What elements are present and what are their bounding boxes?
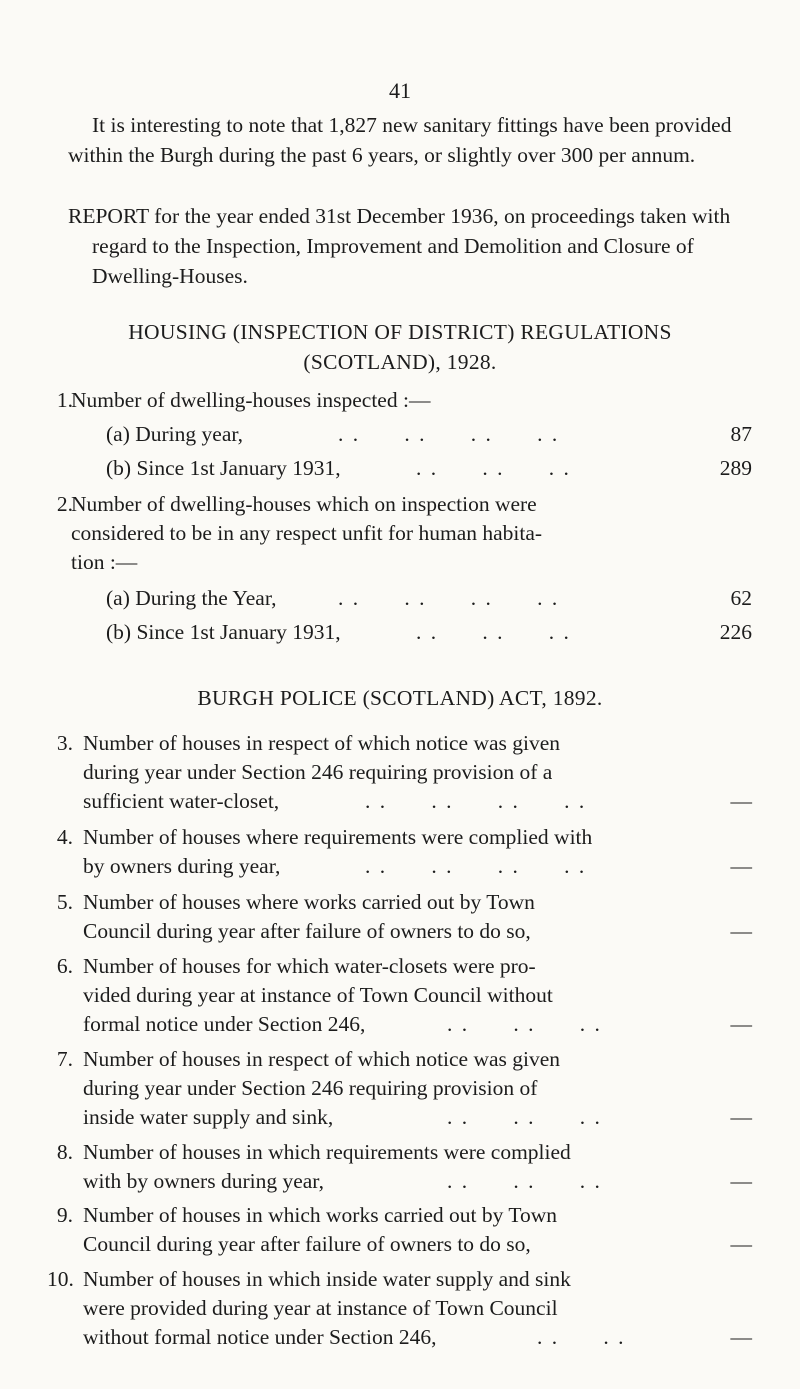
sub-item-label: (a) During year, <box>106 422 244 446</box>
intro-paragraph: It is interesting to note that 1,827 new sanitary fittings have been provided within the Burgh during the past 6 years, or slightly over 300 per annum. <box>68 113 732 167</box>
sub-item-value: 226 <box>719 620 752 644</box>
item-value: — <box>730 1169 752 1193</box>
leader-dots: . . . . . . <box>447 1105 602 1129</box>
report-text: REPORT for the year ended 31st December 1936, on proceedings taken with regard to the Inspection, Improvement and Demolition and Closure of Dwelling-Houses. <box>68 204 731 288</box>
sub-item-1b <box>106 454 752 483</box>
item-line: sufficient water-closet, <box>83 789 280 813</box>
item-number: 9. <box>56 1203 73 1227</box>
item-value: — <box>730 854 752 878</box>
item-number: 10. <box>47 1267 74 1291</box>
sub-item-value: 62 <box>730 586 752 610</box>
item-number: 1. <box>56 388 73 412</box>
item-line: Number of dwelling-houses which on inspection were <box>71 492 537 516</box>
item-line: Council during year after failure of owners to do so, <box>83 1232 531 1256</box>
sub-item-2b <box>106 618 752 647</box>
item-line: Number of houses in which inside water supply and sink <box>83 1267 571 1291</box>
item-number: 6. <box>56 954 73 978</box>
leader-dots: . . . . . . . . <box>365 789 587 813</box>
item-line: tion :— <box>71 550 138 574</box>
sub-item-1a <box>106 420 752 449</box>
sub-item-label: (b) Since 1st January 1931, <box>106 456 341 480</box>
item-line: considered to be in any respect unfit for human habita- <box>71 521 543 545</box>
item-line: inside water supply and sink, <box>83 1105 334 1129</box>
heading-housing-regulations: HOUSING (INSPECTION OF DISTRICT) REGULATIONS <box>128 320 672 344</box>
sub-item-label: (b) Since 1st January 1931, <box>106 620 341 644</box>
item-line: formal notice under Section 246, <box>83 1012 366 1036</box>
list-item-4 <box>47 823 752 883</box>
item-line: during year under Section 246 requiring provision of a <box>83 760 553 784</box>
page-number: 41 <box>389 78 411 103</box>
item-text: Number of dwelling-houses inspected :— <box>71 388 431 412</box>
leader-dots: . . . . . . <box>416 456 571 480</box>
item-line: Number of houses in which works carried out by Town <box>83 1203 557 1227</box>
list-item-10 <box>47 1265 752 1355</box>
item-value: — <box>730 1012 752 1036</box>
item-value: — <box>730 1232 752 1256</box>
leader-dots: . . . . . . <box>416 620 571 644</box>
item-value: — <box>730 1105 752 1129</box>
leader-dots: . . . . . . <box>447 1012 602 1036</box>
leader-dots: . . . . . . . . <box>365 854 587 878</box>
list-item-5 <box>47 888 752 948</box>
item-number: 3. <box>56 731 73 755</box>
item-line: Number of houses in which requirements were complied <box>83 1140 571 1164</box>
leader-dots: . . . . . . . . <box>338 586 560 610</box>
sub-item-label: (a) During the Year, <box>106 586 277 610</box>
list-item-7 <box>47 1045 752 1135</box>
list-item-9 <box>47 1201 752 1261</box>
item-line: Number of houses where requirements were complied with <box>83 825 593 849</box>
list-item-8 <box>47 1138 752 1198</box>
sub-item-2a <box>106 584 752 613</box>
leader-dots: . . . . . . . . <box>338 422 560 446</box>
item-line: Council during year after failure of owners to do so, <box>83 919 531 943</box>
item-line: Number of houses in respect of which notice was given <box>83 1047 561 1071</box>
item-line: were provided during year at instance of Town Council <box>83 1296 558 1320</box>
item-line: with by owners during year, <box>83 1169 324 1193</box>
leader-dots: . . . . . . <box>447 1169 602 1193</box>
item-number: 8. <box>56 1140 73 1164</box>
item-value: — <box>730 1325 752 1349</box>
item-number: 4. <box>56 825 73 849</box>
item-number: 2. <box>56 492 73 516</box>
sub-item-value: 87 <box>730 422 752 446</box>
item-line: by owners during year, <box>83 854 281 878</box>
item-value: — <box>730 789 752 813</box>
item-line: during year under Section 246 requiring provision of <box>83 1076 538 1100</box>
item-number: 5. <box>56 890 73 914</box>
item-value: — <box>730 919 752 943</box>
item-line: Number of houses where works carried out by Town <box>83 890 535 914</box>
sub-item-value: 289 <box>719 456 752 480</box>
item-line: Number of houses in respect of which notice was given <box>83 731 561 755</box>
item-number: 7. <box>56 1047 73 1071</box>
item-line: without formal notice under Section 246, <box>83 1325 437 1349</box>
leader-dots: . . . . <box>537 1325 626 1349</box>
item-line: vided during year at instance of Town Council without <box>83 983 553 1007</box>
list-item-3 <box>47 729 752 819</box>
item-line: Number of houses for which water-closets were pro- <box>83 954 536 978</box>
report-paragraph <box>68 201 744 291</box>
list-item-2 <box>47 490 747 580</box>
list-item-6 <box>47 952 752 1042</box>
heading-burgh-police-act: BURGH POLICE (SCOTLAND) ACT, 1892. <box>197 686 603 710</box>
heading-housing-regulations-line2: (SCOTLAND), 1928. <box>303 350 497 374</box>
